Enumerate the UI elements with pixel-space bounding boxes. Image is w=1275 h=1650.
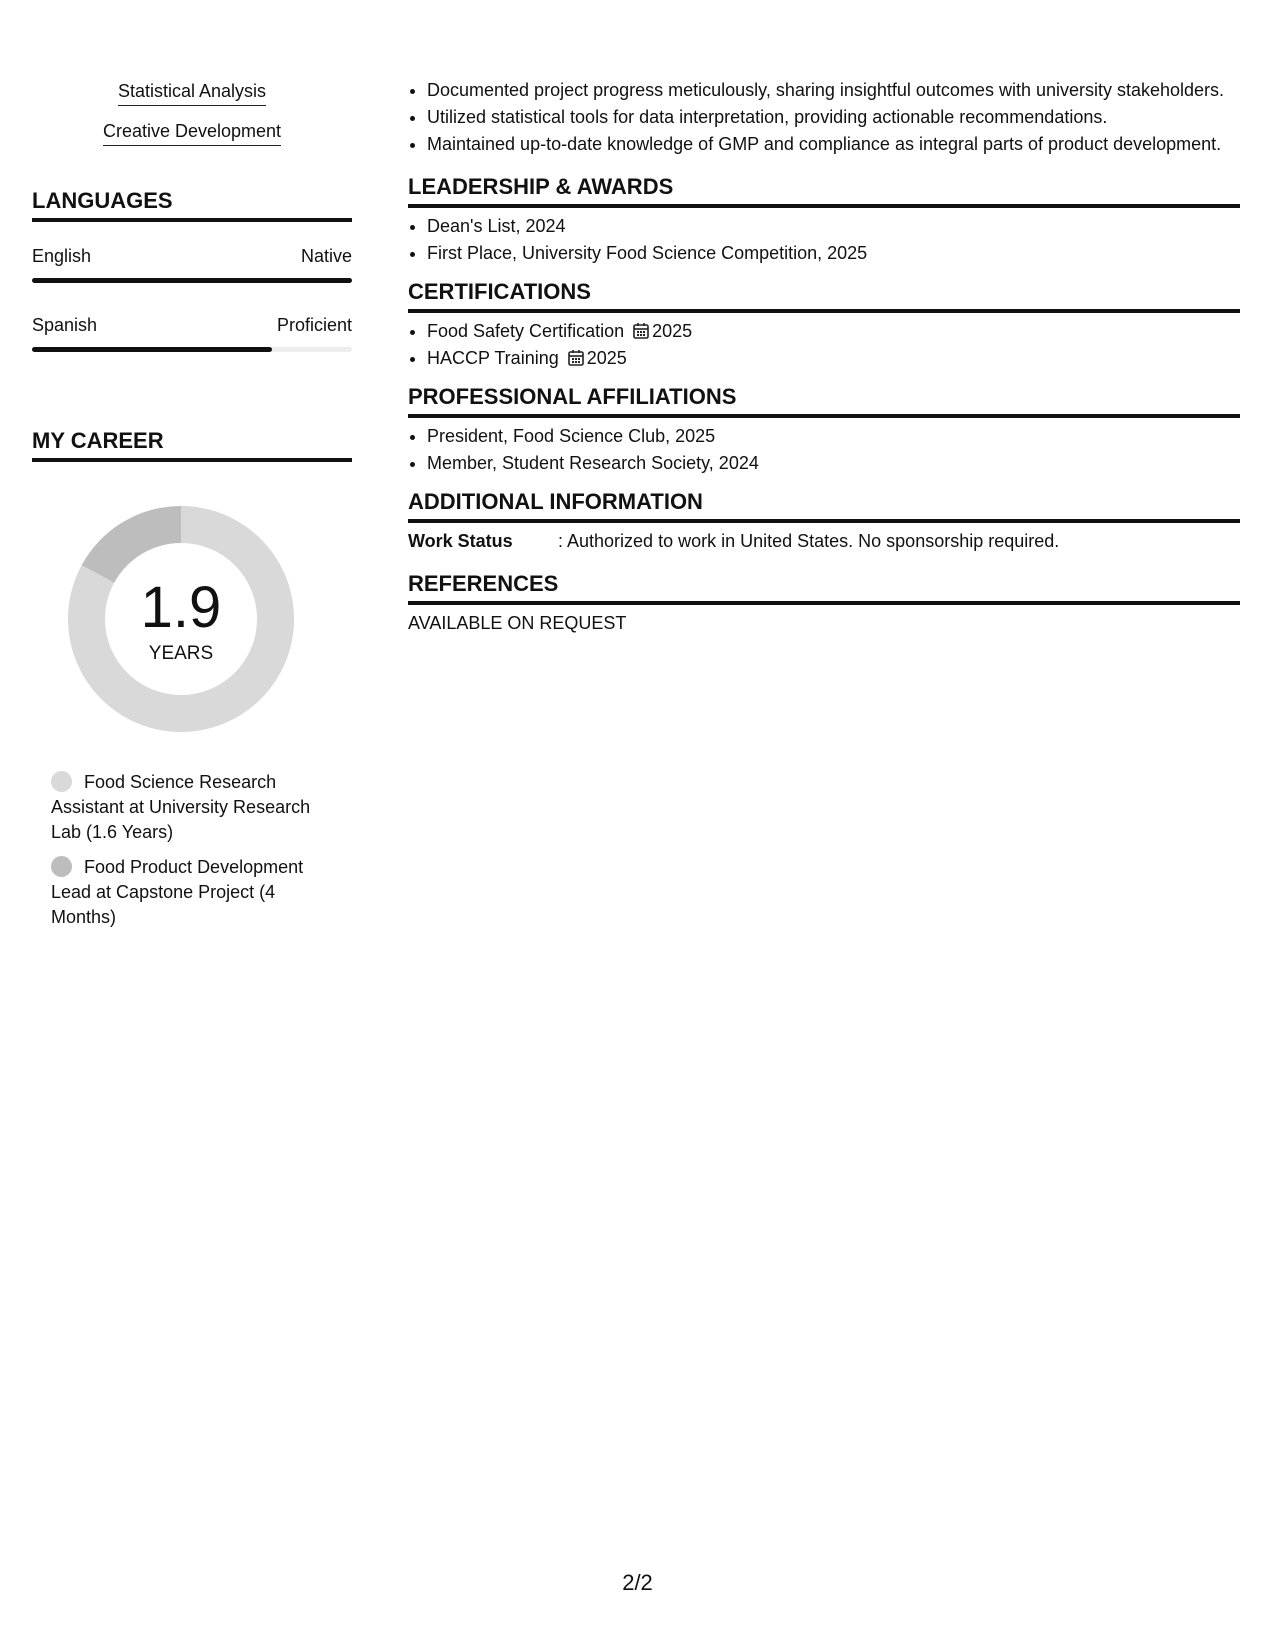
calendar-icon: [632, 322, 650, 340]
skill-label: Statistical Analysis: [118, 78, 266, 106]
language-name: English: [32, 246, 92, 266]
list-item: • Utilized statistical tools for data interpretation, providing actionable recommendations.: [427, 105, 1240, 130]
language-level: Proficient: [276, 315, 352, 335]
legend-dot: [51, 771, 72, 792]
certification-year: 2025: [586, 348, 627, 368]
certifications-heading: CERTIFICATIONS: [408, 278, 1240, 313]
skill-item: [32, 118, 352, 146]
page-number: 2/2: [622, 1570, 653, 1595]
list-item: • Member, Student Research Society, 2024: [427, 451, 1240, 476]
language-item: [32, 244, 352, 283]
awards-section: [408, 173, 1240, 266]
list-item: [427, 319, 1240, 344]
work-status-label: Work Status: [408, 531, 513, 551]
certifications-section: [408, 278, 1240, 371]
language-item: [32, 313, 352, 352]
list-item: • Maintained up-to-date knowledge of GMP and compliance as integral parts of product development.: [427, 132, 1240, 157]
references-text: AVAILABLE ON REQUEST: [408, 613, 627, 633]
legend-item: [51, 770, 331, 845]
skill-label: Creative Development: [103, 118, 281, 146]
left-column: [32, 78, 352, 940]
career-legend: [32, 770, 352, 930]
list-item: • President, Food Science Club, 2025: [427, 424, 1240, 449]
references-heading: REFERENCES: [408, 570, 1240, 605]
list-item: • Dean's List, 2024: [427, 214, 1240, 239]
list-item: • First Place, University Food Science Competition, 2025: [427, 241, 1240, 266]
language-bar: [32, 347, 352, 352]
calendar-icon: [567, 349, 585, 367]
language-bar-fill: [32, 278, 352, 283]
language-level: Native: [300, 246, 352, 266]
career-unit: YEARS: [148, 643, 214, 664]
additional-section: [408, 488, 1240, 554]
work-status-row: [408, 529, 1240, 554]
certification-name: Food Safety Certification: [427, 321, 625, 341]
legend-dot: [51, 856, 72, 877]
language-name: Spanish: [32, 315, 98, 335]
certification-name: HACCP Training: [427, 348, 559, 368]
additional-heading: ADDITIONAL INFORMATION: [408, 488, 1240, 523]
awards-heading: LEADERSHIP & AWARDS: [408, 173, 1240, 208]
experience-bullets: [408, 78, 1240, 157]
affiliations-heading: PROFESSIONAL AFFILIATIONS: [408, 383, 1240, 418]
affiliations-section: [408, 383, 1240, 476]
language-bar-fill: [32, 347, 272, 352]
list-item: • Documented project progress meticulously, sharing insightful outcomes with university stakeholders.: [427, 78, 1240, 103]
career-donut-chart: [66, 504, 296, 734]
career-heading: MY CAREER: [32, 426, 352, 462]
legend-label: Food Product Development Lead at Capstone Project (4 Months): [51, 857, 304, 927]
legend-label: Food Science Research Assistant at University Research Lab (1.6 Years): [51, 772, 311, 842]
right-column: [408, 78, 1240, 636]
career-total: 1.9: [140, 575, 222, 640]
language-bar: [32, 278, 352, 283]
languages-heading: LANGUAGES: [32, 186, 352, 222]
legend-item: [51, 855, 331, 930]
certification-year: 2025: [652, 321, 693, 341]
references-section: [408, 570, 1240, 636]
skill-item: [32, 78, 352, 106]
languages-section: [32, 186, 352, 352]
career-section: [32, 426, 352, 930]
work-status-value: : Authorized to work in United States. No sponsorship required.: [558, 531, 1060, 551]
list-item: [427, 346, 1240, 371]
